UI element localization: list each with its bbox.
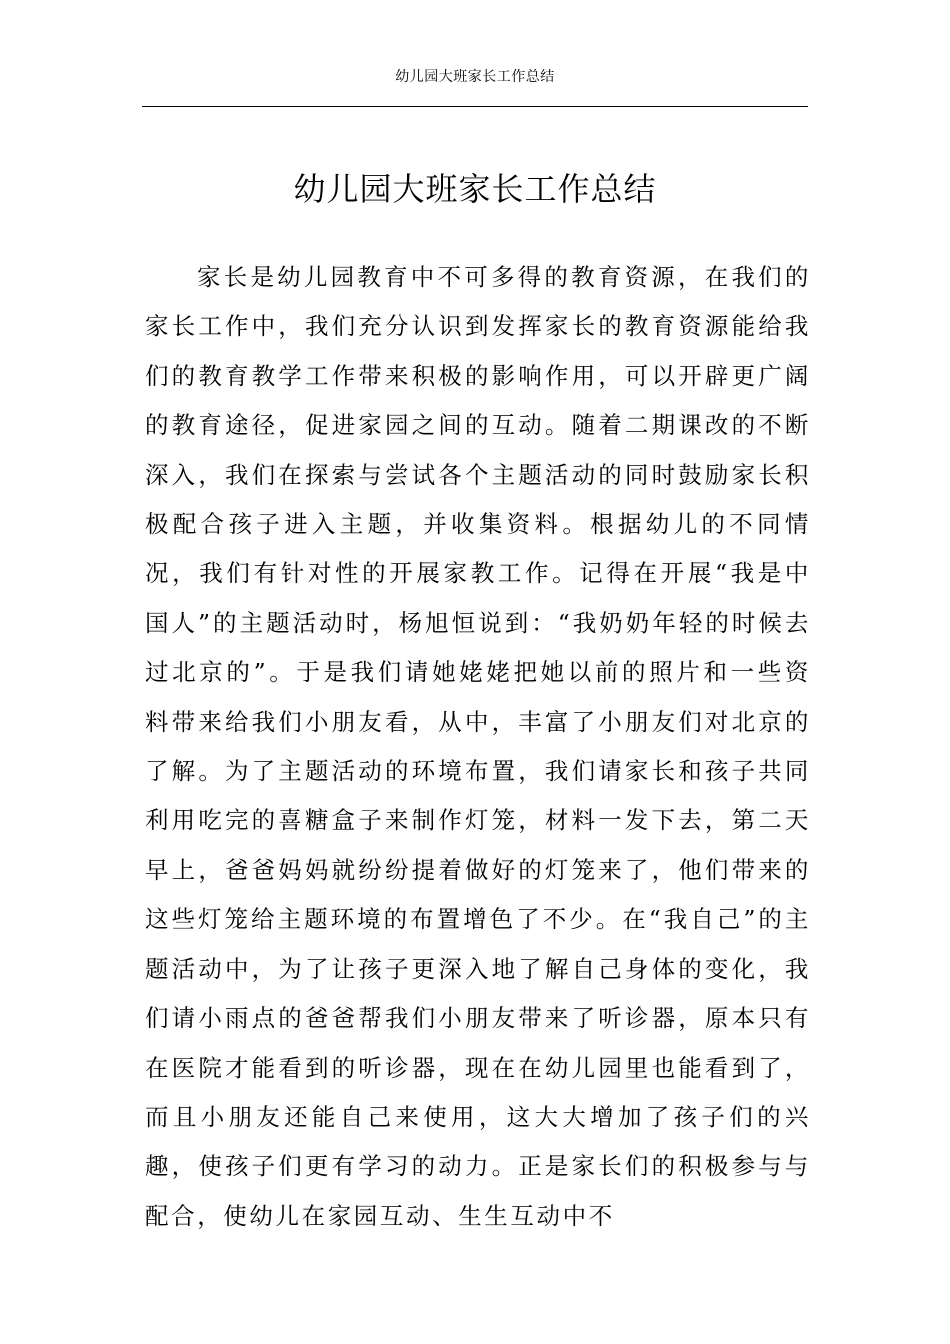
document-title: 幼儿园大班家长工作总结 bbox=[293, 170, 657, 208]
header-divider bbox=[142, 106, 808, 107]
body-paragraph: 家长是幼儿园教育中不可多得的教育资源，在我们的家长工作中，我们充分认识到发挥家长的教育资源能给我们的教育教学工作带来积极的影响作用，可以开辟更广阔的教育途径，促进家园之间的互动。随着二期课改的不断深入，我们在探索与尝试各个主题活动的同时鼓励家长积极配合孩子进入主题，并收集资料。根据幼儿的不同情况，我们有针对性的开展家教工作。记得在开展“我是中国人”的主题活动时，杨旭恒说到：“我奶奶年轻的时候去过北京的”。于是我们请她姥姥把她以前的照片和一些资料带来给我们小朋友看，从中，丰富了小朋友们对北京的了解。为了主题活动的环境布置，我们请家长和孩子共同利用吃完的喜糖盒子来制作灯笼，材料一发下去，第二天早上，爸爸妈妈就纷纷提着做好的灯笼来了，他们带来的这些灯笼给主题环境的布置增色了不少。在“我自己”的主题活动中，为了让孩子更深入地了解自己身体的变化，我们请小雨点的爸爸帮我们小朋友带来了听诊器，原本只有在医院才能看到的听诊器，现在在幼儿园里也能看到了，而且小朋友还能自己来使用，这大大增加了孩子们的兴趣，使孩子们更有学习的动力。正是家长们的积极参与与配合，使幼儿在家园互动、生生互动中不 bbox=[145, 263, 811, 1230]
running-header: 幼儿园大班家长工作总结 bbox=[395, 69, 555, 85]
